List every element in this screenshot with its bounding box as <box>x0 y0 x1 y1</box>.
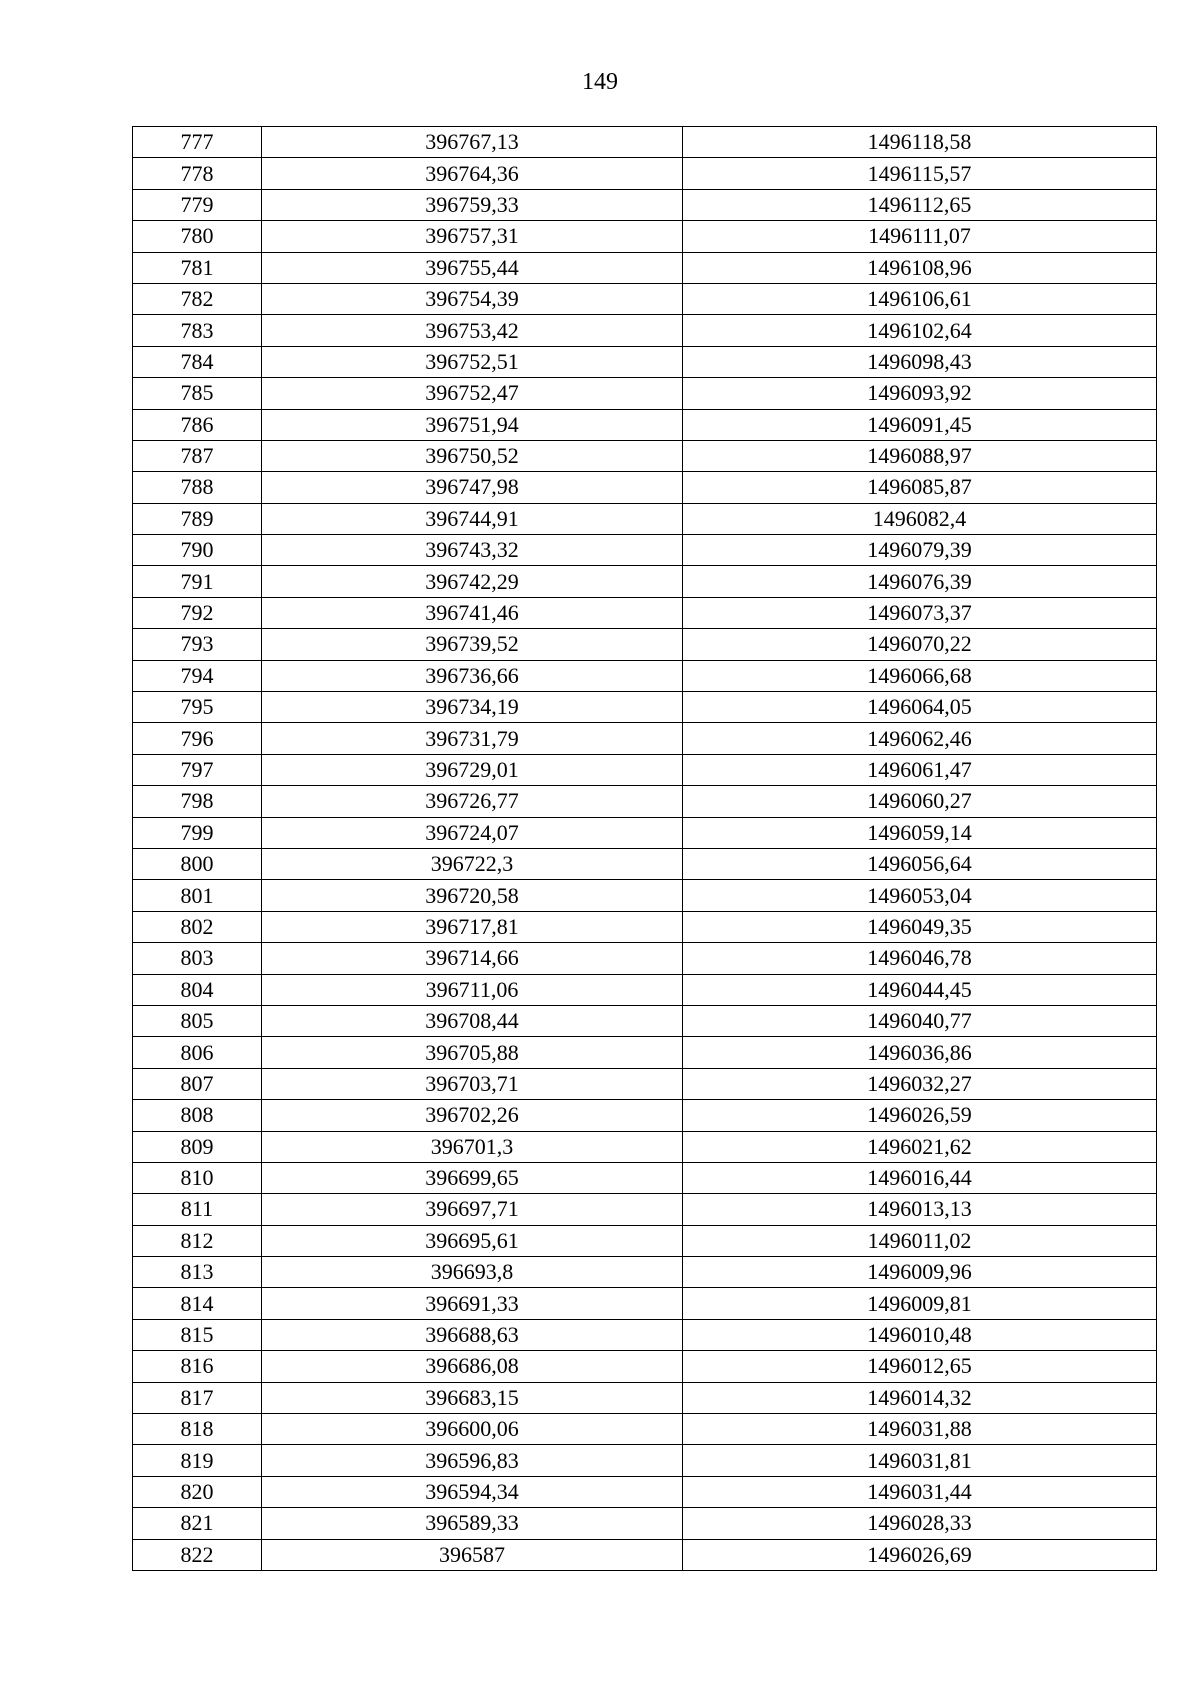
x-coordinate-cell: 396705,88 <box>262 1037 683 1068</box>
x-coordinate-cell: 396764,36 <box>262 158 683 189</box>
y-coordinate-cell: 1496073,37 <box>683 597 1157 628</box>
table-row <box>133 943 1157 974</box>
table-row <box>133 817 1157 848</box>
point-number-cell: 791 <box>133 566 262 597</box>
point-number-cell: 786 <box>133 409 262 440</box>
y-coordinate-cell: 1496031,81 <box>683 1445 1157 1476</box>
point-number-cell: 783 <box>133 315 262 346</box>
x-coordinate-cell: 396753,42 <box>262 315 683 346</box>
y-coordinate-cell: 1496091,45 <box>683 409 1157 440</box>
y-coordinate-cell: 1496028,33 <box>683 1508 1157 1539</box>
table-row <box>133 1288 1157 1319</box>
x-coordinate-cell: 396693,8 <box>262 1257 683 1288</box>
point-number-cell: 816 <box>133 1351 262 1382</box>
y-coordinate-cell: 1496040,77 <box>683 1005 1157 1036</box>
y-coordinate-cell: 1496036,86 <box>683 1037 1157 1068</box>
y-coordinate-cell: 1496112,65 <box>683 189 1157 220</box>
table-row <box>133 409 1157 440</box>
table-row <box>133 283 1157 314</box>
table-row <box>133 346 1157 377</box>
y-coordinate-cell: 1496118,58 <box>683 127 1157 158</box>
x-coordinate-cell: 396736,66 <box>262 660 683 691</box>
x-coordinate-cell: 396722,3 <box>262 848 683 879</box>
x-coordinate-cell: 396720,58 <box>262 880 683 911</box>
y-coordinate-cell: 1496031,44 <box>683 1476 1157 1507</box>
y-coordinate-cell: 1496032,27 <box>683 1068 1157 1099</box>
y-coordinate-cell: 1496053,04 <box>683 880 1157 911</box>
point-number-cell: 812 <box>133 1225 262 1256</box>
table-row <box>133 472 1157 503</box>
y-coordinate-cell: 1496059,14 <box>683 817 1157 848</box>
y-coordinate-cell: 1496076,39 <box>683 566 1157 597</box>
x-coordinate-cell: 396695,61 <box>262 1225 683 1256</box>
point-number-cell: 817 <box>133 1382 262 1413</box>
table-row <box>133 127 1157 158</box>
y-coordinate-cell: 1496060,27 <box>683 786 1157 817</box>
x-coordinate-cell: 396752,47 <box>262 378 683 409</box>
y-coordinate-cell: 1496016,44 <box>683 1162 1157 1193</box>
y-coordinate-cell: 1496102,64 <box>683 315 1157 346</box>
y-coordinate-cell: 1496108,96 <box>683 252 1157 283</box>
x-coordinate-cell: 396726,77 <box>262 786 683 817</box>
x-coordinate-cell: 396589,33 <box>262 1508 683 1539</box>
y-coordinate-cell: 1496009,96 <box>683 1257 1157 1288</box>
y-coordinate-cell: 1496062,46 <box>683 723 1157 754</box>
x-coordinate-cell: 396717,81 <box>262 911 683 942</box>
table-row <box>133 1100 1157 1131</box>
y-coordinate-cell: 1496012,65 <box>683 1351 1157 1382</box>
table-row <box>133 1382 1157 1413</box>
coordinates-table-body <box>133 127 1157 1571</box>
x-coordinate-cell: 396594,34 <box>262 1476 683 1507</box>
x-coordinate-cell: 396747,98 <box>262 472 683 503</box>
point-number-cell: 801 <box>133 880 262 911</box>
point-number-cell: 821 <box>133 1508 262 1539</box>
y-coordinate-cell: 1496098,43 <box>683 346 1157 377</box>
table-row <box>133 221 1157 252</box>
point-number-cell: 811 <box>133 1194 262 1225</box>
x-coordinate-cell: 396686,08 <box>262 1351 683 1382</box>
table-row <box>133 566 1157 597</box>
table-row <box>133 1445 1157 1476</box>
y-coordinate-cell: 1496056,64 <box>683 848 1157 879</box>
x-coordinate-cell: 396724,07 <box>262 817 683 848</box>
point-number-cell: 779 <box>133 189 262 220</box>
table-row <box>133 1194 1157 1225</box>
x-coordinate-cell: 396757,31 <box>262 221 683 252</box>
point-number-cell: 809 <box>133 1131 262 1162</box>
table-row <box>133 189 1157 220</box>
table-row <box>133 1539 1157 1570</box>
table-row <box>133 1131 1157 1162</box>
table-row <box>133 535 1157 566</box>
y-coordinate-cell: 1496026,59 <box>683 1100 1157 1131</box>
point-number-cell: 785 <box>133 378 262 409</box>
table-row <box>133 1319 1157 1350</box>
point-number-cell: 797 <box>133 754 262 785</box>
y-coordinate-cell: 1496070,22 <box>683 629 1157 660</box>
point-number-cell: 819 <box>133 1445 262 1476</box>
point-number-cell: 784 <box>133 346 262 377</box>
y-coordinate-cell: 1496082,4 <box>683 503 1157 534</box>
table-row <box>133 1162 1157 1193</box>
point-number-cell: 781 <box>133 252 262 283</box>
y-coordinate-cell: 1496085,87 <box>683 472 1157 503</box>
table-row <box>133 1476 1157 1507</box>
x-coordinate-cell: 396743,32 <box>262 535 683 566</box>
y-coordinate-cell: 1496044,45 <box>683 974 1157 1005</box>
point-number-cell: 790 <box>133 535 262 566</box>
point-number-cell: 782 <box>133 283 262 314</box>
table-row <box>133 754 1157 785</box>
x-coordinate-cell: 396697,71 <box>262 1194 683 1225</box>
point-number-cell: 814 <box>133 1288 262 1319</box>
point-number-cell: 822 <box>133 1539 262 1570</box>
point-number-cell: 806 <box>133 1037 262 1068</box>
table-row <box>133 660 1157 691</box>
table-row <box>133 1005 1157 1036</box>
point-number-cell: 810 <box>133 1162 262 1193</box>
table-row <box>133 1414 1157 1445</box>
point-number-cell: 815 <box>133 1319 262 1350</box>
table-row <box>133 629 1157 660</box>
point-number-cell: 800 <box>133 848 262 879</box>
x-coordinate-cell: 396754,39 <box>262 283 683 314</box>
x-coordinate-cell: 396729,01 <box>262 754 683 785</box>
y-coordinate-cell: 1496049,35 <box>683 911 1157 942</box>
x-coordinate-cell: 396703,71 <box>262 1068 683 1099</box>
x-coordinate-cell: 396702,26 <box>262 1100 683 1131</box>
x-coordinate-cell: 396752,51 <box>262 346 683 377</box>
table-row <box>133 880 1157 911</box>
point-number-cell: 820 <box>133 1476 262 1507</box>
x-coordinate-cell: 396751,94 <box>262 409 683 440</box>
y-coordinate-cell: 1496010,48 <box>683 1319 1157 1350</box>
table-row <box>133 378 1157 409</box>
point-number-cell: 807 <box>133 1068 262 1099</box>
x-coordinate-cell: 396731,79 <box>262 723 683 754</box>
y-coordinate-cell: 1496106,61 <box>683 283 1157 314</box>
point-number-cell: 802 <box>133 911 262 942</box>
x-coordinate-cell: 396701,3 <box>262 1131 683 1162</box>
table-row <box>133 1068 1157 1099</box>
table-row <box>133 315 1157 346</box>
table-row <box>133 440 1157 471</box>
point-number-cell: 787 <box>133 440 262 471</box>
table-row <box>133 252 1157 283</box>
table-row <box>133 1257 1157 1288</box>
y-coordinate-cell: 1496031,88 <box>683 1414 1157 1445</box>
y-coordinate-cell: 1496111,07 <box>683 221 1157 252</box>
y-coordinate-cell: 1496093,92 <box>683 378 1157 409</box>
y-coordinate-cell: 1496088,97 <box>683 440 1157 471</box>
table-row <box>133 158 1157 189</box>
x-coordinate-cell: 396750,52 <box>262 440 683 471</box>
table-row <box>133 848 1157 879</box>
coordinates-table <box>132 126 1157 1571</box>
point-number-cell: 780 <box>133 221 262 252</box>
point-number-cell: 778 <box>133 158 262 189</box>
point-number-cell: 798 <box>133 786 262 817</box>
x-coordinate-cell: 396714,66 <box>262 943 683 974</box>
y-coordinate-cell: 1496014,32 <box>683 1382 1157 1413</box>
point-number-cell: 803 <box>133 943 262 974</box>
table-row <box>133 597 1157 628</box>
table-row <box>133 692 1157 723</box>
y-coordinate-cell: 1496021,62 <box>683 1131 1157 1162</box>
table-row <box>133 911 1157 942</box>
table-row <box>133 723 1157 754</box>
point-number-cell: 818 <box>133 1414 262 1445</box>
point-number-cell: 789 <box>133 503 262 534</box>
y-coordinate-cell: 1496009,81 <box>683 1288 1157 1319</box>
x-coordinate-cell: 396759,33 <box>262 189 683 220</box>
page-number: 149 <box>582 69 618 95</box>
point-number-cell: 793 <box>133 629 262 660</box>
x-coordinate-cell: 396699,65 <box>262 1162 683 1193</box>
point-number-cell: 795 <box>133 692 262 723</box>
x-coordinate-cell: 396596,83 <box>262 1445 683 1476</box>
point-number-cell: 788 <box>133 472 262 503</box>
point-number-cell: 804 <box>133 974 262 1005</box>
x-coordinate-cell: 396734,19 <box>262 692 683 723</box>
point-number-cell: 808 <box>133 1100 262 1131</box>
point-number-cell: 805 <box>133 1005 262 1036</box>
point-number-cell: 777 <box>133 127 262 158</box>
x-coordinate-cell: 396755,44 <box>262 252 683 283</box>
x-coordinate-cell: 396767,13 <box>262 127 683 158</box>
y-coordinate-cell: 1496115,57 <box>683 158 1157 189</box>
point-number-cell: 794 <box>133 660 262 691</box>
table-row <box>133 974 1157 1005</box>
x-coordinate-cell: 396683,15 <box>262 1382 683 1413</box>
y-coordinate-cell: 1496046,78 <box>683 943 1157 974</box>
point-number-cell: 792 <box>133 597 262 628</box>
x-coordinate-cell: 396742,29 <box>262 566 683 597</box>
point-number-cell: 799 <box>133 817 262 848</box>
y-coordinate-cell: 1496011,02 <box>683 1225 1157 1256</box>
x-coordinate-cell: 396711,06 <box>262 974 683 1005</box>
y-coordinate-cell: 1496013,13 <box>683 1194 1157 1225</box>
x-coordinate-cell: 396600,06 <box>262 1414 683 1445</box>
table-row <box>133 503 1157 534</box>
table-row <box>133 1037 1157 1068</box>
y-coordinate-cell: 1496066,68 <box>683 660 1157 691</box>
x-coordinate-cell: 396587 <box>262 1539 683 1570</box>
point-number-cell: 796 <box>133 723 262 754</box>
y-coordinate-cell: 1496064,05 <box>683 692 1157 723</box>
x-coordinate-cell: 396744,91 <box>262 503 683 534</box>
table-row <box>133 1225 1157 1256</box>
y-coordinate-cell: 1496061,47 <box>683 754 1157 785</box>
table-row <box>133 1508 1157 1539</box>
table-row <box>133 1351 1157 1382</box>
x-coordinate-cell: 396688,63 <box>262 1319 683 1350</box>
table-row <box>133 786 1157 817</box>
point-number-cell: 813 <box>133 1257 262 1288</box>
y-coordinate-cell: 1496026,69 <box>683 1539 1157 1570</box>
x-coordinate-cell: 396741,46 <box>262 597 683 628</box>
x-coordinate-cell: 396691,33 <box>262 1288 683 1319</box>
x-coordinate-cell: 396739,52 <box>262 629 683 660</box>
x-coordinate-cell: 396708,44 <box>262 1005 683 1036</box>
y-coordinate-cell: 1496079,39 <box>683 535 1157 566</box>
